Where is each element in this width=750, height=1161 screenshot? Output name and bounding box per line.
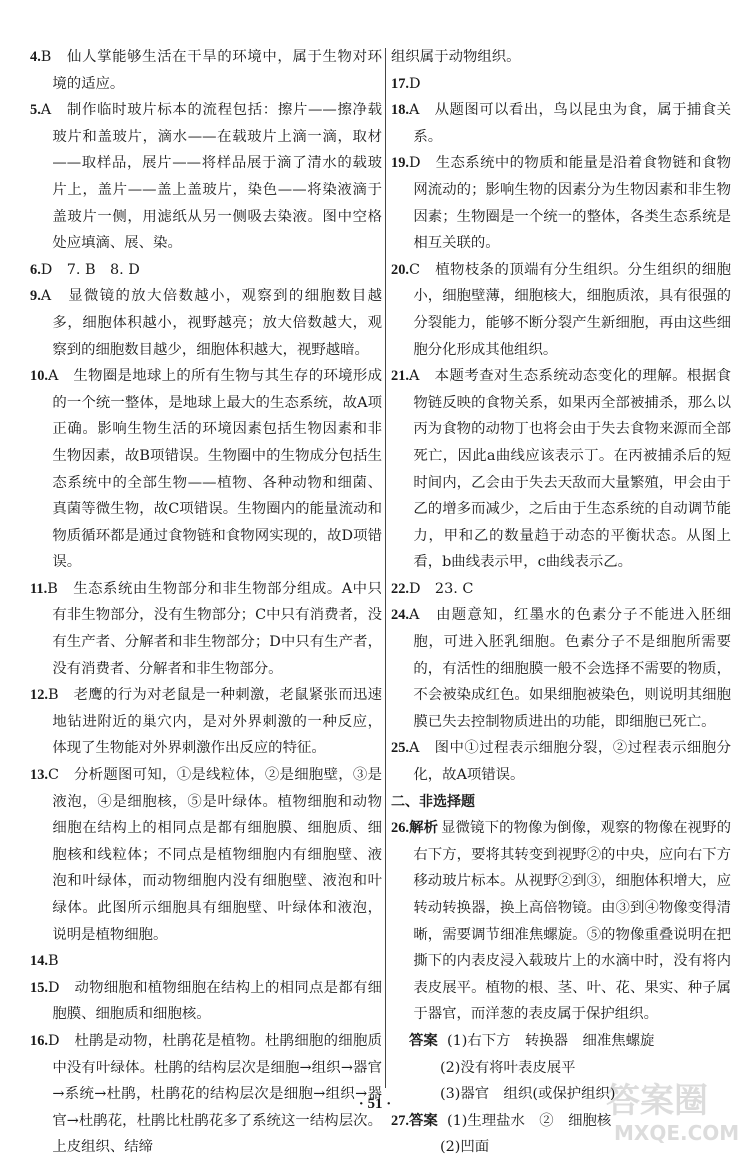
answer-item <box>30 97 382 257</box>
right-column <box>391 44 731 1161</box>
question-number: 5. <box>30 102 41 119</box>
question-number: 4. <box>30 49 41 65</box>
right-answer-list <box>391 71 731 789</box>
answer-explanation: A 由题意知，红墨水的色素分子不能进入胚细胞，可进入胚乳细胞。色素分子不是细胞所需要的，有活性的细胞膜一般不会选择不需要的物质，不会被染成红色。如果细胞被染色，则说明其细胞膜已失去控制物质进出的功能，即细胞已死亡。 <box>409 607 731 730</box>
answer-explanation: D 动物细胞和植物细胞在结构上的相同点是都有细胞膜、细胞质和细胞核。 <box>48 979 382 1023</box>
question-number: 22. <box>391 580 409 597</box>
question-number: 20. <box>391 261 409 278</box>
left-column <box>30 44 382 1161</box>
continued-text: 组织属于动物组织。 <box>391 49 521 65</box>
answer-explanation: A 生物圈是地球上的所有生物与其生存的环境形成的一个统一整体，是地球上最大的生态系统，故A项正确。影响生物生活的环境因素包括生物因素和非生物因素，故B项错误。生物圈中的生物成分包括生态系统中的全部生物——植物、各种动物和细菌、真菌等微生物，故C项错误。生物圈内的能量流动和物质循环都是通过食物链和食物网实现的，故D项错误。 <box>48 368 382 571</box>
answer-explanation: D 7. B 8. D <box>40 261 140 278</box>
answer-explanation: A 从题图可以看出，鸟以昆虫为食，属于捕食关系。 <box>409 102 731 145</box>
answer-explanation: B <box>48 953 59 970</box>
answer-explanation: A 图中①过程表示细胞分裂，②过程表示细胞分化，故A项错误。 <box>409 740 731 784</box>
answer-item <box>30 44 382 97</box>
answer-item <box>30 283 382 363</box>
answer-explanation: C 植物枝条的顶端有分生组织。分生组织的细胞小，细胞壁薄，细胞核大，细胞质浓，具有很强的分裂能力，能够不断分裂产生新细胞，再由这些细胞分化形成其他组织。 <box>409 261 731 358</box>
answer-item <box>391 257 731 363</box>
question-number: 24. <box>391 607 409 624</box>
answer-item <box>30 948 382 975</box>
question-number: 21. <box>391 368 409 385</box>
analysis-text: 显微镜下的物像为倒像，观察的物像在视野的右下方，要将其转变到视野②的中央，应向右下方移动玻片标本。从视野②到③，细胞体积增大，应转动转换器，换上高倍物镜。由③到④物像变得清晰，需要调节细准焦螺旋。⑤的物像重叠说明在把撕下的内表皮浸入载玻片上的水滴中时，没有将内表皮展平。植物的根、茎、叶、花、果实、种子属于器官，而洋葱的表皮属于保护组织。 <box>413 820 731 1023</box>
answer-text: (1)生理盐水 ② 细胞核 <box>446 1112 612 1129</box>
question-number: 15. <box>30 979 48 996</box>
answer-item <box>30 1028 382 1161</box>
answer-line: (2)凹面 <box>440 1139 490 1156</box>
answer-line <box>391 1028 731 1055</box>
svg-text:MXQE.COM: MXQE.COM <box>614 1121 740 1145</box>
answer-item <box>391 97 731 150</box>
question-number: 19. <box>391 155 409 172</box>
answer-item <box>391 71 731 98</box>
watermark-logo <box>594 1072 744 1146</box>
page-number: · 51 · <box>358 1096 392 1112</box>
answer-explanation: A 本题考查对生态系统动态变化的理解。根据食物链反映的食物关系，如果丙全部被捕杀，那么以丙为食物的动物丁也将会由于失去食物来源而全部死亡，因此a曲线应该表示丁。在丙被捕杀后的短时间内，乙会由于失去天敌而大量繁殖，甲会由于乙的增多而减少，之后由于生态系统的自动调节能力，甲和乙的数量趋于动态的平衡状态。从图上看，b曲线表示甲，c曲线表示乙。 <box>409 368 731 571</box>
section-title: 二、非选择题 <box>391 793 475 810</box>
answer-explanation: A 制作临时玻片标本的流程包括：擦片——擦净载玻片和盖玻片，滴水——在载玻片上滴一滴，取材——取样品，展片——将样品展于滴了清水的载玻片上，盖片——盖上盖玻片，染色——将染液滴于盖玻片一侧，用滤纸从另一侧吸去染液。图中空格处应填滴、展、染。 <box>40 102 382 252</box>
answer-explanation: B 仙人掌能够生活在干旱的环境中，属于生物对环境的适应。 <box>40 49 382 92</box>
answer-item <box>391 576 731 603</box>
answer-item <box>30 363 382 576</box>
answer-item <box>30 682 382 762</box>
answer-explanation: B 生态系统由生物部分和非生物部分组成。A中只有非生物部分，没有生物部分；C中只有消费者，没有生产者、分解者和非生物部分；D中只有生产者，没有消费者、分解者和非生物部分。 <box>47 580 382 677</box>
svg-text:答案圈: 答案圈 <box>606 1081 708 1121</box>
answer-item <box>30 257 382 284</box>
answer-explanation: A 显微镜的放大倍数越小，观察到的细胞数目越多，细胞体积越小，视野越亮；放大倍数越大，观察到的细胞数目越少，细胞体积越大，视野越暗。 <box>40 288 382 358</box>
answer-label: 答案 <box>409 1112 438 1129</box>
answer-item <box>391 602 731 735</box>
analysis-label: 解析 <box>409 820 439 837</box>
answer-item <box>30 762 382 948</box>
question-number: 14. <box>30 953 48 970</box>
question-26 <box>391 815 731 1028</box>
question-number: 16. <box>30 1032 48 1049</box>
question-number: 9. <box>30 288 41 305</box>
question-number: 27. <box>391 1112 409 1129</box>
question-number: 6. <box>30 261 41 278</box>
answer-explanation: D 生态系统中的物质和能量是沿着食物链和食物网流动的；影响生物的因素分为生物因素和非生物因素；生物圈是一个统一的整体，各类生态系统是相互关联的。 <box>409 155 731 252</box>
answer-line: (2)没有将叶表皮展平 <box>440 1059 576 1076</box>
answer-text: (1)右下方 转换器 细准焦螺旋 <box>446 1032 655 1049</box>
question-number: 11. <box>30 580 48 597</box>
question-number: 25. <box>391 740 409 757</box>
question-number: 26. <box>391 820 409 837</box>
answer-item <box>391 363 731 576</box>
answer-item <box>391 150 731 256</box>
answer-explanation: D 23. C <box>409 580 474 597</box>
column-divider <box>385 48 386 1088</box>
answer-item <box>391 735 731 788</box>
answer-explanation: D 杜鹃是动物，杜鹃花是植物。杜鹃细胞的细胞质中没有叶绿体。杜鹃的结构层次是细胞→组织→器官→系统→杜鹃，杜鹃花的结构层次是细胞→组织→器官→杜鹃花，杜鹃比杜鹃花多了系统这一结构层次。上皮组织、结缔 <box>48 1032 382 1156</box>
answer-item <box>30 975 382 1028</box>
question-number: 10. <box>30 368 48 385</box>
question-number: 12. <box>30 687 48 704</box>
answer-explanation: B 老鹰的行为对老鼠是一种刺激，老鼠紧张而迅速地钻进附近的巢穴内，是对外界刺激的一种反应，体现了生物能对外界刺激作出反应的特征。 <box>48 687 382 757</box>
answer-label: 答案 <box>409 1032 438 1049</box>
answer-item <box>30 576 382 682</box>
answer-explanation: C 分析题图可知，①是线粒体，②是细胞壁，③是液泡，④是细胞核，⑤是叶绿体。植物细胞和动物细胞在结构上的相同点是都有细胞膜、细胞质、细胞核和线粒体；不同点是植物细胞内有细胞壁、液泡和叶绿体，而动物细胞内没有细胞壁、液泡和叶绿体。此图所示细胞具有细胞壁、叶绿体和液泡，说明是植物细胞。 <box>48 767 382 943</box>
question-number: 13. <box>30 767 48 784</box>
question-number: 18. <box>391 102 409 119</box>
answer-line: (3)器官 组织(或保护组织) <box>440 1086 616 1103</box>
answer-explanation: D <box>409 75 421 92</box>
question-number: 17. <box>391 75 409 92</box>
